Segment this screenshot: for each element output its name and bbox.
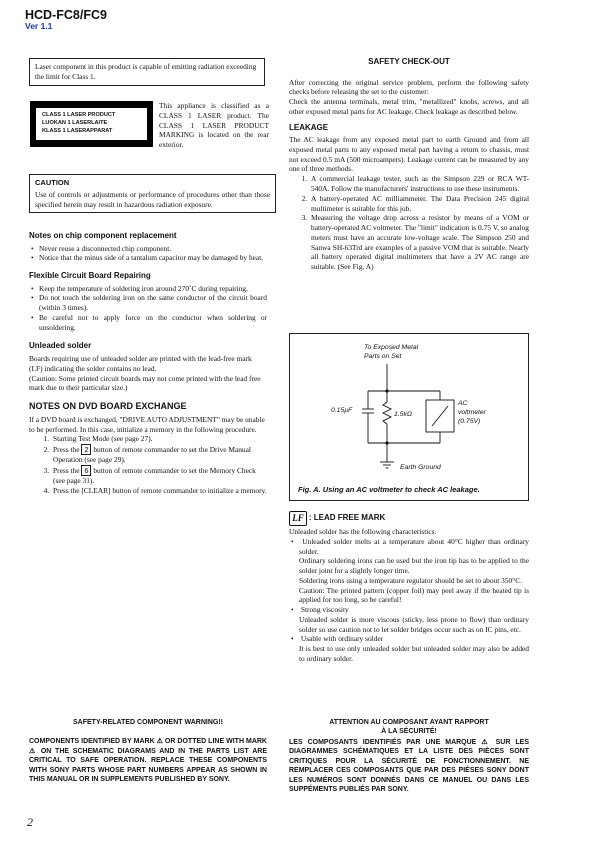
- warning-english: [29, 718, 267, 785]
- caution-box: [29, 174, 276, 213]
- caution-title: CAUTION: [35, 178, 70, 187]
- bullet-text: Caution: The printed pattern (copper foil) may peel away if the heated tip is applied for too long, so be careful!: [299, 585, 529, 605]
- leakage-intro: The AC leakage from any exposed metal part to earth Ground and from all exposed metal parts to any exposed metal part having a return to chassis, must not exceed 0.5 mA (500 microampers). Leakage current can be measured by any one of three methods.: [289, 135, 529, 174]
- chip-notes-list: [29, 244, 267, 264]
- caution-text: Use of controls or adjustments or performance of procedures other than those specified herein may result in hazardous radiation exposure.: [35, 189, 270, 209]
- lead-free-section: [289, 511, 529, 664]
- laser-label-line: KLASS 1 LASERAPPARAT: [42, 128, 113, 135]
- left-column: [29, 231, 267, 496]
- bullet-text: Usable with ordinary solder: [300, 634, 384, 644]
- version-label: Ver 1.1: [25, 21, 53, 31]
- figure-a: [289, 333, 529, 501]
- dvd-board-intro: If a DVD board is exchanged, "DRIVE AUTO ADJUSTMENT" may be unable to be performed. In this case, initialize a memory in the following procedure.: [29, 414, 265, 434]
- list-item: • Be careful not to apply force on the conductor when soldering or unsoldering.: [29, 313, 267, 333]
- list-item: 1. Starting Test Mode (see page 27).: [51, 434, 267, 444]
- warning-en-text: COMPONENTS IDENTIFIED BY MARK ⚠ OR DOTTED LINE WITH MARK ⚠ ON THE SCHEMATIC DIAGRAMS AND IN THE PARTS LIST ARE CRITICAL TO SAFE OPERATION. REPLACE THESE COMPONENTS WITH SONY PARTS WHOSE PART NUMBERS APPEAR AS SHOWN IN THIS MANUAL OR IN SUPPLEMENTS PUBLISHED BY SONY.: [29, 738, 267, 784]
- laser-label-image: [30, 101, 153, 147]
- list-item: [289, 634, 529, 663]
- lead-free-list: [289, 537, 529, 664]
- unleaded-title: Unleaded solder: [29, 341, 92, 351]
- list-item: 1. A commercial leakage tester, such as the Simpson 229 or RCA WT-540A. Follow the manufacturers' instructions to use these instruments.: [309, 174, 529, 194]
- list-item: 4. Press the [CLEAR] button of remote commander to initialize a memory.: [51, 486, 267, 496]
- laser-label-line: CLASS 1 LASER PRODUCT: [42, 112, 116, 118]
- warning-fr-title: À LA SÉCURITÉ!: [381, 728, 437, 736]
- safety-checkout-title: SAFETY CHECK-OUT: [368, 57, 450, 66]
- warning-en-title: SAFETY-RELATED COMPONENT WARNING!!: [73, 719, 223, 726]
- bullet-text: Unleaded solder is more viscous (sticky, less prone to flow) than ordinary solder so use caution not to let solder bridges occur such as on IC pins, etc.: [299, 614, 529, 634]
- leakage-title: LEAKAGE: [289, 122, 329, 132]
- bullet-text: Soldering irons using a temperature regulator should be set to about 350°C.: [299, 575, 522, 585]
- list-item: • Notice that the minus side of a tantalum capacitor may be damaged by heat.: [29, 253, 267, 263]
- page-number: 2: [27, 815, 33, 829]
- list-item: • Do not touch the soldering iron on the same conductor of the circuit board (within 3 times).: [29, 293, 267, 313]
- dvd-board-title: NOTES ON DVD BOARD EXCHANGE: [29, 401, 187, 412]
- label-voltmeter: [458, 400, 486, 426]
- leakage-methods: [289, 174, 529, 272]
- bullet-text: Strong viscosity: [300, 605, 349, 615]
- warning-fr-title: ATTENTION AU COMPOSANT AYANT RAPPORT: [329, 719, 489, 726]
- bullet-text: It is best to use only unleaded solder but unleaded solder may also be added to ordinary solder.: [299, 644, 529, 663]
- list-item: • Keep the temperature of soldering iron around 270˚C during repairing.: [29, 284, 267, 294]
- unleaded-caution: (Caution: Some printed circuit boards may not come printed with the lead free mark due to their particular size.): [29, 373, 261, 393]
- label-resistor: 1.5kΩ: [394, 411, 413, 418]
- label-capacitor: 0.15µF: [331, 407, 353, 414]
- list-item: 3. Measuring the voltage drop across a resistor by means of a VOM or battery-operated AC voltmeter. The "limit" indication is 0.75 V, so analog meters must have an accurate low-voltage scale. The Simpson 250 and Sanwa SH-63Trd are examples of a passive VOM that is suitable. Nearly all battery operated digital multimeters that have a 2V AC range are suitable. (See Fig. A): [309, 213, 529, 272]
- list-item: • Never reuse a disconnected chip component.: [29, 244, 267, 254]
- step-text: Press the: [53, 466, 80, 475]
- figure-caption: Fig. A. Using an AC voltmeter to check AC leakage.: [298, 485, 480, 495]
- lead-free-logo-icon: LF: [289, 511, 307, 526]
- lead-free-heading: [289, 511, 529, 526]
- chip-notes-title: Notes on chip component replacement: [29, 231, 177, 240]
- list-item: 2. A battery-operated AC milliammeter. The Data Precision 245 digital multimeter is suitable for this job.: [309, 194, 529, 214]
- label-line: To Exposed Metal: [364, 344, 419, 351]
- model-title: HCD-FC8/FC9: [25, 8, 107, 22]
- laser-notice-box: [29, 58, 265, 86]
- list-item: [51, 444, 267, 465]
- laser-label-line: LUOKAN 1 LASERLAITE: [42, 120, 108, 127]
- bullet-text: Unleaded solder melts at a temperature about 40°C higher than ordinary solder.: [299, 536, 529, 556]
- label-earth-ground: Earth Ground: [400, 464, 441, 471]
- lead-free-title: : LEAD FREE MARK: [308, 513, 386, 523]
- step-text: Press the: [53, 445, 80, 455]
- unleaded-text: Boards requiring use of unleaded solder are printed with the lead-free mark (LF) indicating the solder contains no lead.: [29, 354, 252, 373]
- laser-class-description: This appliance is classified as a CLASS 1 LASER product. The CLASS 1 LASER PRODUCT MARKING is located on the rear exterior.: [159, 101, 269, 150]
- label-line: voltmeter: [458, 408, 486, 416]
- list-item: [289, 605, 529, 634]
- step-text: button of remote commander to set the Drive Manual Operation (see page 29).: [53, 445, 251, 465]
- list-item: [289, 537, 529, 605]
- bullet-text: Ordinary soldering irons can be used but the iron tip has to be applied to the solder joint for a slightly longer time.: [299, 556, 529, 576]
- laser-notice-text: Laser component in this product is capable of emitting radiation exceeding the limit for Class 1.: [35, 62, 257, 81]
- flex-board-title: Flexible Circuit Board Repairing: [29, 271, 151, 281]
- flex-board-list: [29, 284, 267, 333]
- remote-key-2: 2: [81, 444, 91, 455]
- label-exposed-metal: [364, 344, 418, 362]
- dvd-board-steps: [29, 434, 267, 495]
- warning-fr-text: LES COMPOSANTS IDENTIFIÉS PAR UNE MARQUE ⚠ SUR LES DIAGRAMMES SCHÉMATIQUES ET LA LISTE DES PIÈCES SONT CRITIQUES POUR LA SÉCURITÉ DE FONCTIONNEMENT. NE REMPLACER CES COMPOSANTS QUE PAR DES PIÈSES SONY DONT LES NUMÉROS SONT DONNÉS DANS CE MANUEL OU DANS LES SUPPÉMENTS PUBLIÉS PAR SONY.: [289, 738, 529, 794]
- laser-label-inner: [36, 108, 147, 140]
- warning-french: [289, 718, 529, 795]
- right-column: [289, 57, 529, 272]
- list-item: [51, 465, 267, 486]
- safety-checkout-intro: After correcting the original service problem, perform the following safety checks before releasing the set to the customer:: [289, 77, 529, 97]
- safety-checkout-text: Check the antenna terminals, metal trim, "metallized" knobs, screws, and all other exposed metal parts for AC leakage. Check leakage as described below.: [289, 97, 529, 116]
- label-line: (0.75V): [458, 417, 481, 425]
- remote-key-6: 6: [81, 465, 91, 476]
- lead-free-intro: Unleaded solder has the following characteristics.: [289, 527, 437, 536]
- label-line: AC: [458, 400, 468, 407]
- label-line: Parts on Set: [364, 352, 402, 360]
- step-text: button of remote commander to set the Memory Check (see page 31).: [53, 466, 256, 485]
